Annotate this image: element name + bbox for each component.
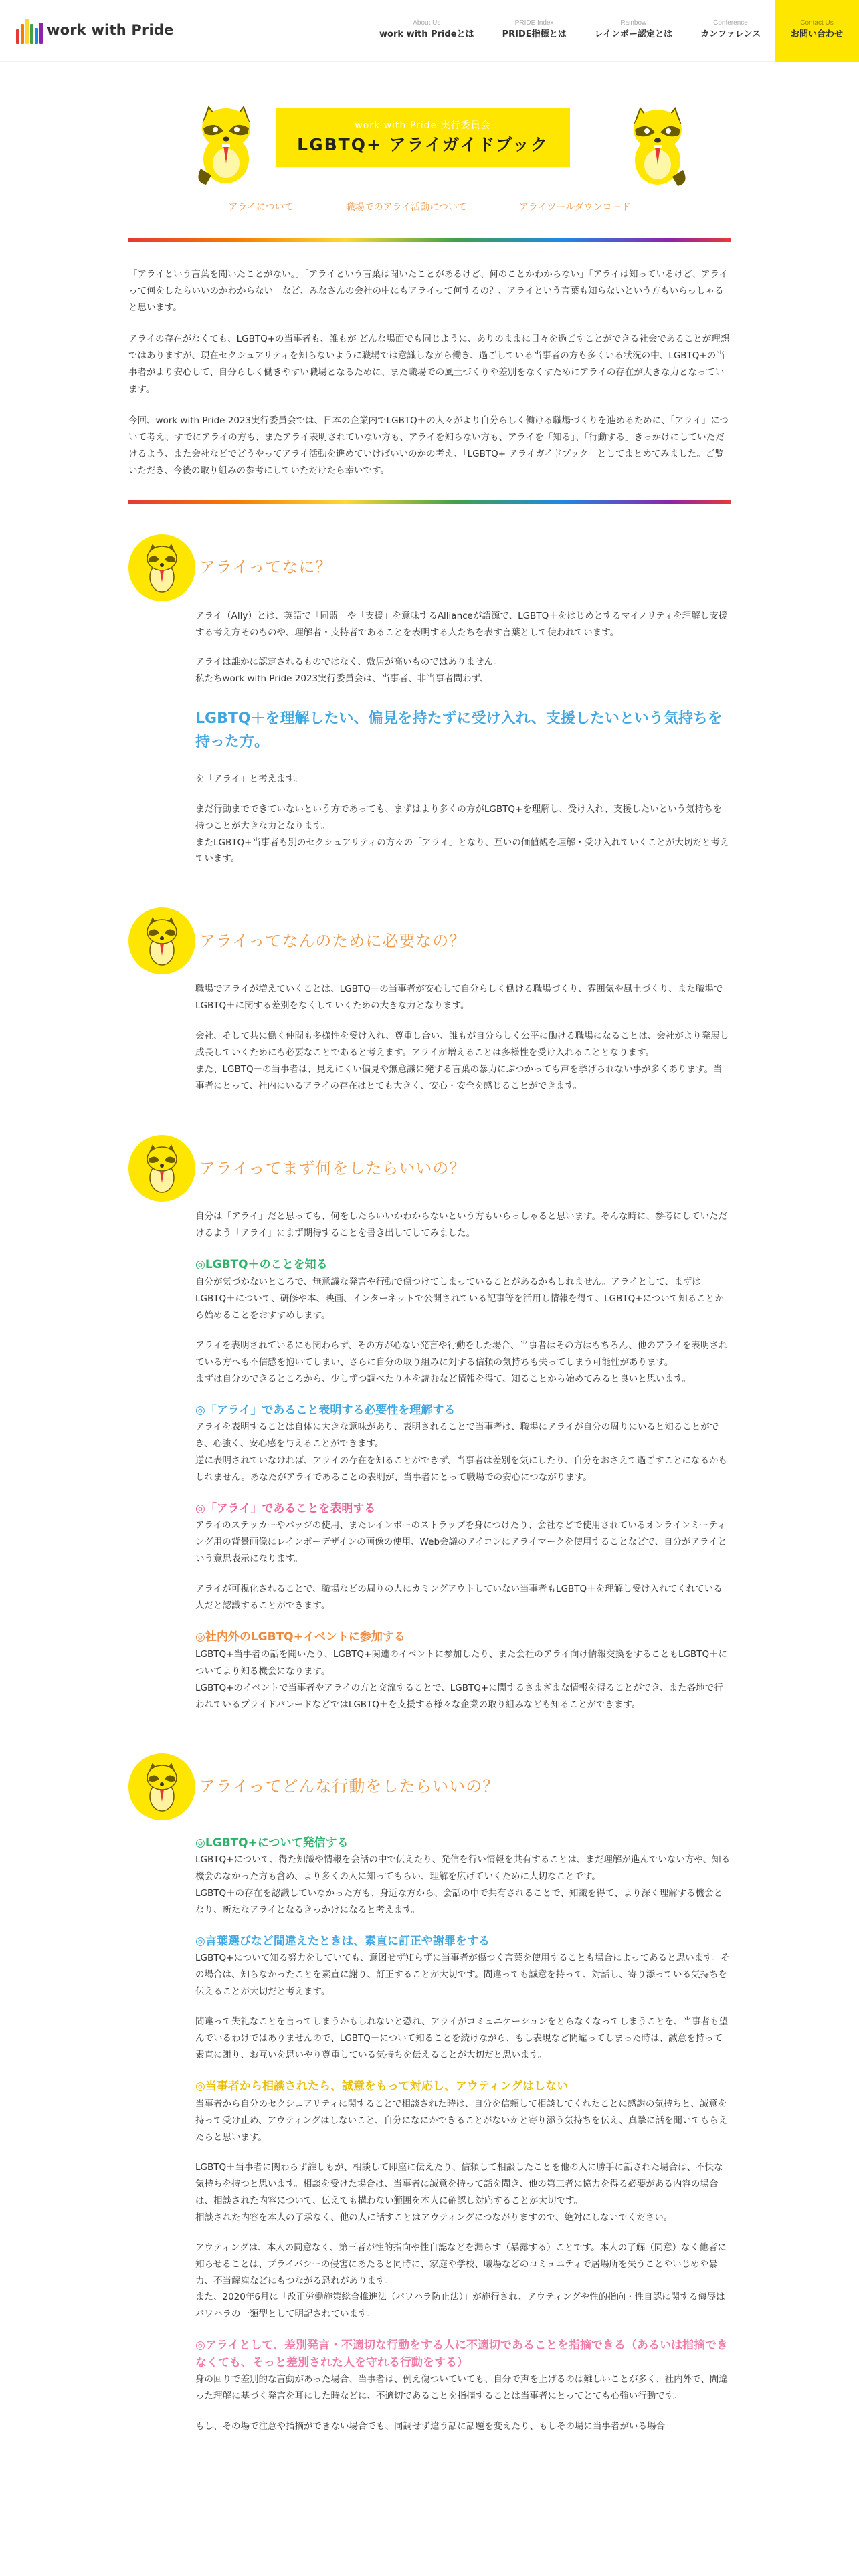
nav-label: PRIDE指標とは xyxy=(502,29,567,40)
nav-label: お問い合わせ xyxy=(790,29,843,40)
nav-item-about[interactable] xyxy=(365,0,488,62)
body-text: 相談された内容を本人の了承なく、他の人に話すことはアウティングにつながりますので、絶対にしないでください。 xyxy=(195,2212,673,2223)
hero xyxy=(0,108,859,187)
body-text: 当事者から自分のセクシュアリティに関することで相談された時は、自分を信頼して相談してくれたことに感謝の気持ちと、誠意を持って受け止め、アウティングはしないこと、自分になにかできることがないかと寄り添う気持ちを伝え、真摯に話を聞いてもらえたらと思います。 xyxy=(195,2098,728,2143)
logo-text: work with Pride xyxy=(47,22,174,39)
nav-label: カンファレンス xyxy=(700,29,761,40)
nav-contact-button[interactable] xyxy=(775,0,859,62)
nav-label: レインボー認定とは xyxy=(594,29,672,40)
body-text: また、LGBTQ＋の当事者は、見えにくい偏見や無意識に発する言葉の暴力にぶつかっても声を挙げられない事が多くあります。当事者にとって、社内にいるアライの存在はとても大きく、安心・安全を感じることができます。 xyxy=(195,1064,723,1092)
body-text: 自分は「アライ」だと思っても、何をしたらいいかわからないという方もいらっしゃると思います。そんな時に、参考にしていただけるよう「アライ」にまず期待することを書き出してしてみました。 xyxy=(195,1211,728,1239)
subheading: ◎当事者から相談されたら、誠意をもって対応し、アウティングはしない xyxy=(195,2080,569,2094)
body-text: LGBTQ+当事者の話を聞いたり、LGBTQ+関連のイベントに参加したり、また会社のアライ向け情報交換をすることもLGBTQ＋についてより知る機会になります。 xyxy=(195,1648,728,1677)
section-title: アライってなんのために必要なの？ xyxy=(199,932,466,951)
section-title: アライってなに？ xyxy=(199,558,332,577)
page-title-banner xyxy=(276,108,570,167)
subheading: ◎「アライ」であることを表明する xyxy=(195,1501,376,1515)
body-text: LGBTQ+のイベントで当事者やアライの方と交流することで、LGBTQ+に関するさまざまな情報を得ることができ、また各地で行われているプライドパレードなどではLGBTQ＋を支援する様々な企業の取り組みなども知ることができます。 xyxy=(195,1682,723,1710)
nav-sub-label: Rainbow xyxy=(620,19,647,27)
body-text: LGBTQ+について、得た知識や情報を会話の中で伝えたり、発信を行い情報を共有することは、まだ理解が進んでいない方や、知る機会のなかった方も含め、より多くの人に知ってもらい、理解を広げていくために大切なことです。 xyxy=(195,1854,731,1883)
intro-paragraph: アライの存在がなくても、LGBTQ+の当事者も、誰もが どんな場面でも同じように、ありのままに日々を過ごすことができる社会であることが理想ではありますが、現在セクシュアリティを知らないように職場では意識しながら働き、過ごしている当事者の方も多くいる状況の中、LGBTQ+の当事者がより安心して、自分らしく働きやすい職場となるために、また職場での風土づくりや差別をなくすためにアライの存在が大きな力となっています。 xyxy=(128,333,730,395)
body-text: まだ行動までできていないという方であっても、まずはより多くの方がLGBTQ+を理解し、受け入れ、支援したいという気持ちを持つことが大きな力となります。 xyxy=(195,803,723,831)
raccoon-mascot-icon xyxy=(626,103,690,195)
body-text: を「アライ」と考えます。 xyxy=(195,773,303,784)
page-anchor-links xyxy=(0,199,859,217)
body-text: アライのステッカーやバッジの使用、またレインボーのストラップを身につけたり、会社などで使用されているオンラインミーティング用の背景画像にレインボーデザインの画像の使用、Web会議のアイコンにアライマークを使用することなどで、自分がアライという意思表示になります。 xyxy=(195,1520,727,1565)
body-text: アライを表明することは自体に大きな意味があり、表明されることで当事者は、職場にアライが自分の周りにいると知ることができ、心強く、安心感を与えることができます。 xyxy=(195,1422,719,1449)
body-text: 身の回りで差別的な言動があった場合、当事者は、例え傷ついていても、自分で声を上げるのは難しいことが多く、社内外で、間違った理解に基づく発言を耳にした時などに、不適切であることを指摘することは当事者にとってとても心強い行動です。 xyxy=(195,2374,728,2402)
body-text: 逆に表明されていなければ、アライの存在を知ることができず、当事者は差別を気にしたり、自分をおさえて過ごすことになるかもしれません。あなたがアライであることの表明が、当事者にとって職場での安心につながります。 xyxy=(195,1455,728,1483)
rainbow-bars-logo-icon xyxy=(16,17,43,44)
subheading: ◎LGBTQ+について発信する xyxy=(195,1836,349,1850)
intro-paragraph: 今回、work with Pride 2023実行委員会では、日本の企業内でLGBTQ＋の人々がより自分らしく働ける職場づくりを進めるために、「アライ」について考え、すでにアライの方も、またアライ表明されていない方も、アライを知らない方も、アライを「知る」、「行動する」きっかけにしていただけるよう、また会社などでどうやってアライ活動を進めていけばいいのかの考え、「LGBTQ+ アライガイドブック」としてまとめてみました。ご覧いただき、今後の取り組みの参考にしていただけたら幸いです。 xyxy=(128,415,729,476)
body-text: アライが可視化されることで、職場などの周りの人にカミングアウトしていない当事者もLGBTQ＋を理解し受け入れてくれている人だと認識することができます。 xyxy=(195,1584,723,1612)
nav-sub-label: Contact Us xyxy=(800,19,834,27)
body-text: アライを表明されているにも関わらず、その方が心ない発言や行動をした場合、当事者はその方はもちろん、他のアライを表明されている方へも不信感を抱いてしまい、さらに自分の取り組みに対する信頼の気持ちも失ってしまう可能性があります。 xyxy=(195,1339,728,1368)
body-text: アライは誰かに認定されるものではなく、敷居が高いものではありません。 xyxy=(195,657,503,668)
nav-sub-label: About Us xyxy=(413,19,441,27)
nav-item-rainbow[interactable] xyxy=(581,0,686,62)
section-how-to-act xyxy=(128,1753,731,2436)
raccoon-badge-icon xyxy=(128,1135,195,1202)
section-why-ally xyxy=(128,907,731,1095)
body-text: 間違って失礼なことを言ってしまうかもしれないと恐れ、アライがコミュニケーションをとらなくなってしまうことを、当事者も望んでいるわけではありませんので、LGBTQ＋について知ることを続けながら、もし表現など間違ってしまった時は、誠意を持って素直に謝り、お互いを思いやり尊重している気持ちを伝えることが大切だと思います。 xyxy=(195,2016,729,2061)
site-logo[interactable] xyxy=(16,17,174,44)
section-what-is-ally xyxy=(128,534,731,868)
site-header xyxy=(0,0,859,62)
nav-item-pride-index[interactable] xyxy=(488,0,581,62)
body-text: 自分が気づかないところで、無意識な発言や行動で傷つけてしまっていることがあるかもしれません。アライとして、まずはLGBTQ＋について、研修や本、映画、インターネットで公開されている記事等を活用し情報を得て、LGBTQ+について知ることから始めることをおすすめします。 xyxy=(195,1276,724,1321)
body-text: アウティングは、本人の同意なく、第三者が性的指向や性自認などを漏らす（暴露する）ことです。本人の了解（同意）なく他者に知らせることは、プライバシーの侵害にあたると同時に、家庭や学校、職場などのコミュニティで居場所を失うことやいじめや暴力、不当解雇などにもつながる恐れがあります。 xyxy=(195,2242,727,2286)
global-nav xyxy=(365,0,859,62)
subheading: ◎社内外のLGBTQ+イベントに参加する xyxy=(195,1630,405,1644)
body-text: また、2020年6月に「改正労働施策総合推進法（パワハラ防止法）」が施行され、アウティングや性的指向・性自認に関する侮辱はパワハラの一類型として明記されています。 xyxy=(195,2292,725,2320)
anchor-link-tool-download[interactable]: アライツールダウンロード xyxy=(518,202,631,213)
raccoon-mascot-icon xyxy=(194,102,258,194)
raccoon-badge-icon xyxy=(128,1753,195,1820)
intro-text xyxy=(128,266,731,479)
body-text: 会社、そして共に働く仲間も多様性を受け入れ、尊重し合い、誰もが自分らしく公平に働ける職場になることは、会社がより発展し成長していくためにも必要なことであると考えます。アライが増えることは多様性を受け入れることとなります。 xyxy=(195,1031,729,1059)
section-title: アライってどんな行動をしたらいいの？ xyxy=(199,1777,500,1796)
raccoon-badge-icon xyxy=(128,534,195,601)
nav-sub-label: Conference xyxy=(713,19,748,27)
body-text: またLGBTQ+当事者も別のセクシュアリティの方々の「アライ」となり、互いの価値観を理解・受け入れていくことが大切だと考えています。 xyxy=(195,837,729,865)
ally-definition-quote: LGBTQ＋を理解したい、偏見を持たずに受け入れ、支援したいという気持ちを持った方。 xyxy=(195,710,723,750)
body-text: まずは自分のできるところから、少しずつ調べたり本を読むなど情報を得て、知ることから始めてみると良いと思います。 xyxy=(195,1373,692,1384)
page-title: LGBTQ+ アライガイドブック xyxy=(297,135,549,154)
body-text: LGBTQ＋の存在を認識していなかった方も、身近な方から、会話の中で共有されることで、知識を得て、より深く理解する機会となり、新たなアライとなるきっかけになると考えます。 xyxy=(195,1888,723,1916)
subheading: ◎「アライ」であること表明する必要性を理解する xyxy=(195,1403,456,1417)
body-text: アライ（Ally）とは、英語で「同盟」や「支援」を意味するAllianceが語源で、LGBTQ＋をはじめとするマイノリティを理解し支援する考え方そのものや、理解者・支持者であることを表明する人たちを表す言葉として使われています。 xyxy=(195,610,728,638)
nav-label: work with Prideとは xyxy=(379,29,474,40)
body-text: もし、その場で注意や指摘ができない場合でも、同調せず違う話に話題を変えたり、もしその場に当事者がいる場合 xyxy=(195,2421,665,2432)
body-text: LGBTQ+について知る努力をしていても、意図せず知らずに当事者が傷つく言葉を使用することも場合によってあると思います。その場合は、知らなかったことを素直に謝り、訂正することが大切です。間違っても誠意を持って、対話し、寄り添っている気持ちを伝えることが大切だと考えます。 xyxy=(195,1953,730,1998)
section-title: アライってまず何をしたらいいの？ xyxy=(199,1159,466,1178)
body-text: LGBTQ＋当事者に関わらず誰しもが、相談して即座に伝えたり、信頼して相談したことを他の人に勝手に話された場合は、不快な気持ちを持つと思います。相談を受けた場合は、当事者に誠意を持って話を聞き、他の第三者に協力を得る必要がある内容の場合は、相談された内容について、伝えても構わない範囲を本人に確認し対応することが大切です。 xyxy=(195,2161,723,2206)
anchor-link-about-ally[interactable]: アライについて xyxy=(228,202,294,213)
page-subtitle: work with Pride 実行委員会 xyxy=(355,120,491,131)
intro-paragraph: 「アライという言葉を聞いたことがない。」「アライという言葉は聞いたことがあるけど、何のことかわからない」「アライは知っているけど、アライって何をしたらいいのかわからない」など、みなさんの会社の中にもアライって何するの？、アライという言葉も知らないという方もいらっしゃると思います。 xyxy=(128,268,729,313)
raccoon-badge-icon xyxy=(128,907,195,974)
subheading: ◎LGBTQ＋のことを知る xyxy=(195,1258,328,1272)
subheading: ◎アライとして、差別発言・不適切な行動をする人に不適切であることを指摘できる（あるいは指摘できなくても、そっと差別された人を守れる行動をする） xyxy=(195,2339,728,2369)
body-text: 職場でアライが増えていくことは、LGBTQ＋の当事者が安心して自分らしく働ける職場づくり、雰囲気や風土づくり、また職場でLGBTQ＋に関する差別をなくしていくための大きな力となります。 xyxy=(195,984,723,1012)
section-what-first xyxy=(128,1135,731,1713)
anchor-link-workplace-activity[interactable]: 職場でのアライ活動について xyxy=(345,202,467,213)
nav-sub-label: PRIDE Index xyxy=(514,19,554,27)
subheading: ◎言葉選びなど間違えたときは、素直に訂正や謝罪をする xyxy=(195,1934,490,1948)
body-text: 私たちwork with Pride 2023実行委員会は、当事者、非当事者問わず、 xyxy=(195,673,489,685)
nav-item-conference[interactable] xyxy=(686,0,775,62)
